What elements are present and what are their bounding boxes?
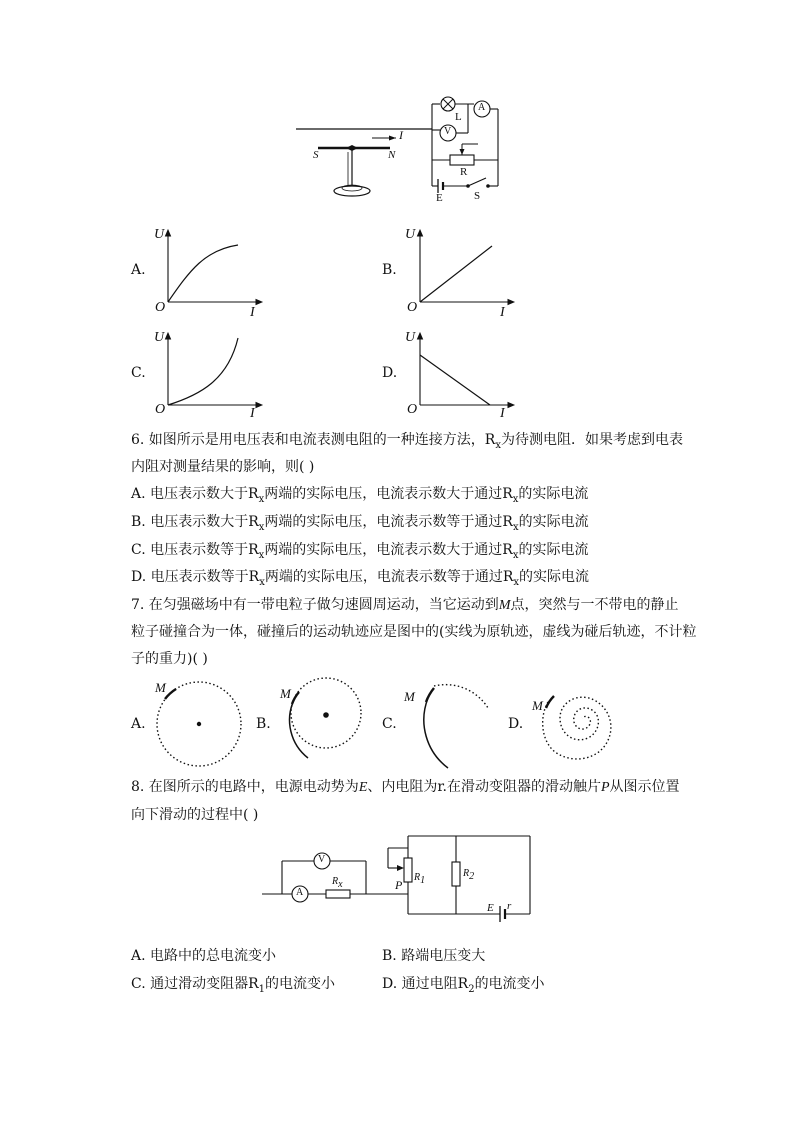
option-text: 的实际电流 (518, 486, 589, 502)
sub-2: 2 (468, 983, 475, 995)
graph-b-y-label: U (405, 227, 416, 242)
q6-stem-part: 为待测电阻．如果考虑到电表 (501, 432, 683, 448)
voltmeter-label: V (444, 126, 452, 137)
sub-x: x (512, 521, 519, 533)
sub-1: 1 (258, 983, 266, 995)
q7-stem-line3: 子的重力)( ) (131, 651, 208, 667)
q8-emf-label: E (487, 902, 494, 914)
q8-emf-symbol: E (358, 780, 368, 795)
graph-d-x-label: I (500, 406, 505, 421)
q7-option-d-letter[interactable]: D. (508, 716, 524, 732)
option-text: 的电流变小 (265, 976, 336, 992)
option-text: 的实际电流 (519, 569, 590, 585)
sub-x: x (258, 493, 265, 505)
graph-a-x-label: I (250, 305, 255, 320)
needle-n-label: N (388, 149, 396, 161)
option-text: 两端的实际电压，电流表示数大于通过R (264, 542, 513, 558)
current-label: I (399, 128, 403, 142)
q8-stem-part: 从图示位置 (609, 779, 680, 795)
option-letter: C. (131, 976, 146, 992)
q7-option-c-letter[interactable]: C. (382, 716, 397, 732)
option-text: 路端电压变大 (401, 948, 486, 964)
lamp-label: L (455, 111, 462, 123)
option-text: 电路中的总电流变小 (150, 948, 277, 964)
q8-option-c[interactable] (131, 973, 335, 1001)
q7-c-point-m: M (404, 689, 415, 704)
graph-b-x-label: I (500, 305, 505, 320)
q8-stem-part: 、内电阻为r.在滑动变阻器的滑动触片 (367, 779, 601, 795)
option-text: 电压表示数大于R (150, 514, 259, 530)
option-text: 通过滑动变阻器R (150, 976, 259, 992)
sub-x: x (258, 521, 265, 533)
option-letter: D. (131, 569, 147, 585)
q8-stem-line2: 向下滑动的过程中( ) (131, 807, 259, 823)
option-text: 的电流变小 (474, 976, 545, 992)
option-letter: B. (131, 514, 146, 530)
option-text: 电压表示数等于R (150, 542, 259, 558)
q8-option-d[interactable] (382, 973, 545, 1001)
q6-stem-part: 6. 如图所示是用电压表和电流表测电阻的一种连接方法，R (131, 432, 496, 448)
option-text: 电压表示数大于R (150, 486, 259, 502)
option-letter: A. (131, 948, 146, 964)
rx-letter: R (332, 876, 339, 887)
sub-x: x (512, 549, 519, 561)
q5-option-c-letter[interactable]: C. (131, 365, 146, 381)
battery-label: E (436, 192, 443, 204)
needle-s-label: S (313, 149, 319, 161)
q8-stem-part: 8. 在图所示的电路中，电源电动势为 (131, 779, 359, 795)
r2-sub: 2 (469, 871, 475, 882)
graph-d-origin: O (407, 402, 418, 417)
q8-slider-symbol: P (600, 780, 610, 795)
q8-voltmeter-label: V (318, 854, 326, 865)
q8-option-a[interactable] (131, 945, 276, 967)
option-text: 两端的实际电压，电流表示数等于通过R (264, 514, 513, 530)
switch-label: S (474, 190, 481, 202)
q7-point-m: M (498, 598, 511, 613)
graph-a-origin: O (155, 300, 166, 315)
q5-option-a-letter[interactable]: A. (131, 262, 146, 278)
option-text: 通过电阻R (401, 976, 469, 992)
q7-option-b-letter[interactable]: B. (256, 716, 271, 732)
option-text: 的实际电流 (518, 542, 589, 558)
q7-stem-line2: 粒子碰撞合为一体，碰撞后的运动轨迹应是图中的(实线为原轨迹，虚线为碰后轨迹，不计粒 (131, 624, 697, 640)
option-letter: B. (382, 948, 397, 964)
q7-a-point-m: M (155, 680, 166, 695)
graph-b-origin: O (407, 300, 418, 315)
q5-option-d-letter[interactable]: D. (382, 365, 398, 381)
r1-letter: R (414, 872, 421, 883)
rheostat-label: R (460, 166, 468, 178)
q6-sub-x: x (495, 439, 501, 451)
q6-stem-line2: 内阻对测量结果的影响，则( ) (131, 459, 315, 475)
q7-b-point-m: M (280, 686, 291, 701)
q7-stem-part: 7. 在匀强磁场中有一带电粒子做匀速圆周运动，当它运动到 (131, 597, 499, 613)
r2-letter: R (463, 868, 470, 879)
q8-rx-label (332, 876, 343, 890)
q8-internal-r-label: r (507, 900, 512, 912)
q7-option-a-letter[interactable]: A. (131, 716, 146, 732)
q8-r2-label (463, 868, 474, 882)
ammeter-label: A (478, 102, 486, 113)
graph-a-y-label: U (154, 227, 165, 242)
graph-d-y-label: U (405, 330, 416, 345)
sub-x: x (513, 576, 520, 588)
r1-sub: 1 (420, 875, 426, 886)
graph-c-x-label: I (250, 406, 255, 421)
q8-r1-label (414, 872, 425, 886)
q8-option-b[interactable] (382, 945, 485, 967)
option-letter: C. (131, 542, 146, 558)
graph-c-y-label: U (154, 330, 165, 345)
graph-c-origin: O (155, 402, 166, 417)
option-text: 两端的实际电压，电流表示数等于通过R (264, 569, 514, 585)
q5-option-b-letter[interactable]: B. (382, 262, 397, 278)
rx-sub: x (338, 879, 343, 890)
q7-stem-part: 点，突然与一不带电的静止 (510, 597, 679, 613)
q8-ammeter-label: A (296, 887, 304, 898)
q8-slider-label: P (395, 878, 403, 892)
option-text: 电压表示数等于R (150, 569, 260, 585)
q7-d-point-m: M (532, 698, 543, 713)
sub-x: x (259, 576, 265, 588)
option-letter: A. (131, 486, 146, 502)
option-text: 的实际电流 (518, 514, 589, 530)
option-text: 两端的实际电压，电流表示数大于通过R (264, 486, 513, 502)
option-letter: D. (382, 976, 398, 992)
sub-x: x (512, 493, 519, 505)
sub-x: x (258, 549, 265, 561)
